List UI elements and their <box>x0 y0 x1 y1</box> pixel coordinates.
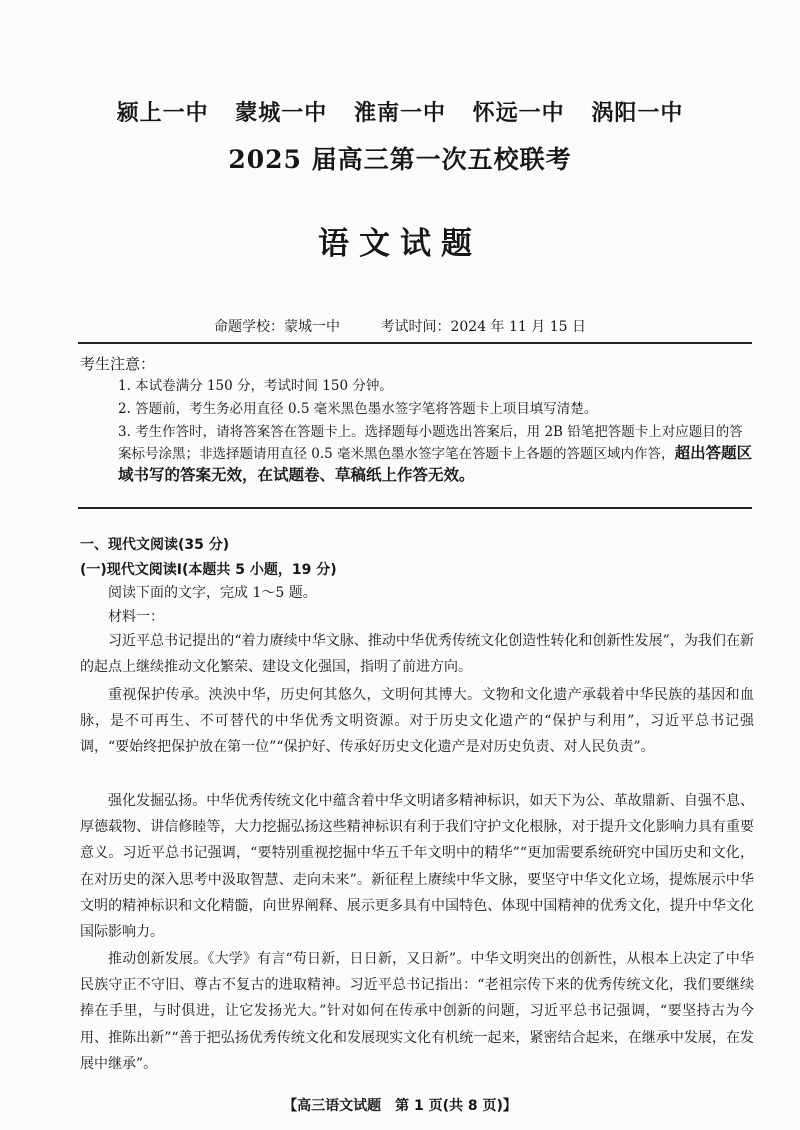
notice-item-2: 2. 答题前，考生务必用直径 0.5 毫米黑色墨水签字笔将答题卡上项目填写清楚。 <box>118 401 598 417</box>
notice-heading: 考生注意： <box>80 355 156 373</box>
header-divider <box>78 342 752 344</box>
school-list <box>0 96 800 127</box>
notice-item-1: 1. 本试卷满分 150 分，考试时间 150 分钟。 <box>118 378 393 394</box>
subsection-heading: (一)现代文阅读Ⅰ(本题共 5 小题，19 分) <box>80 562 337 578</box>
passage-paragraph-4: 推动创新发展。《大学》有言“苟日新，日日新，又日新”。中华文明突出的创新性，从根本上决定了中华民族守正不守旧、尊古不复古的进取精神。习近平总书记指出：“老祖宗传下来的优秀传统文化，我们要继续捧在手里，与时俱进，让它发扬光大。”针对如何在传承中创新的问题，习近平总书记强调，“要坚持古为今用、推陈出新”“善于把弘扬优秀传统文化和发展现实文化有机统一起来，紧密结合起来，在继承中发展，在发展中继承”。 <box>80 951 754 1072</box>
notice-divider <box>78 507 752 509</box>
reading-instruction: 阅读下面的文字，完成 1～5 题。 <box>108 585 317 601</box>
notice-item-3-text: 3. 考生作答时，请将答案答在答题卡上。选择题每小题选出答案后，用 2B 铅笔把答题卡上对应题目的答案标号涂黑；非选择题请用直径 0.5 毫米黑色墨水签字笔在答题卡上各题的答题区域内作答， <box>118 424 743 462</box>
school-name: 涡阳一中 <box>591 101 684 126</box>
notice-item-3-warning: 超出答题区域书写的答案无效，在试题卷、草稿纸上作答无效。 <box>118 444 753 484</box>
passage-paragraph-2: 重视保护传承。泱泱中华，历史何其悠久，文明何其博大。文物和文化遗产承载着中华民族的基因和血脉，是不可再生、不可替代的中华优秀文明资源。对于历史文化遗产的“保护与利用”，习近平总书记强调，“要始终把保护放在第一位”“保护好、传承好历史文化遗产是对历史负责、对人民负责”。 <box>80 687 754 756</box>
passage-paragraph-3: 强化发掘弘扬。中华优秀传统文化中蕴含着中华文明诸多精神标识，如天下为公、革故鼎新、自强不息、厚德载物、讲信修睦等，大力挖掘弘扬这些精神标识有利于我们守护文化根脉，对于提升文化影响力具有重要意义。习近平总书记强调，“要特别重视挖掘中华五千年文明中的精华”“更加需要系统研究中国历史和文化，在对历史的深入思考中汲取智慧、走向未来”。新征程上赓续中华文脉，要坚守中华文化立场，提炼展示中华文明的精神标识和文化精髓，向世界阐释、展示更多具有中国特色、体现中国精神的优秀文化，提升中华文化国际影响力。 <box>80 793 754 941</box>
school-name: 淮南一中 <box>353 101 446 126</box>
passage-paragraph-1: 习近平总书记提出的“着力赓续中华文脉、推动中华优秀传统文化创造性转化和创新性发展”，为我们在新的起点上继续推动文化繁荣、建设文化强国，指明了前进方向。 <box>80 633 754 676</box>
exam-title: 2025 届高三第一次五校联考 <box>228 145 572 174</box>
section-heading: 一、现代文阅读(35 分) <box>80 537 230 553</box>
school-name: 颍上一中 <box>116 101 209 126</box>
notice-item-3 <box>118 422 754 487</box>
school-name: 蒙城一中 <box>235 101 328 126</box>
setting-school: 命题学校：蒙城一中 <box>214 319 341 335</box>
material-label: 材料一： <box>108 609 164 625</box>
exam-meta <box>0 316 800 336</box>
page-footer: 【高三语文试题 第 1 页(共 8 页)】 <box>283 1098 517 1114</box>
exam-time: 考试时间：2024 年 11 月 15 日 <box>380 319 586 335</box>
school-name: 怀远一中 <box>472 101 565 126</box>
subject-title: 语文试题 <box>318 226 482 262</box>
